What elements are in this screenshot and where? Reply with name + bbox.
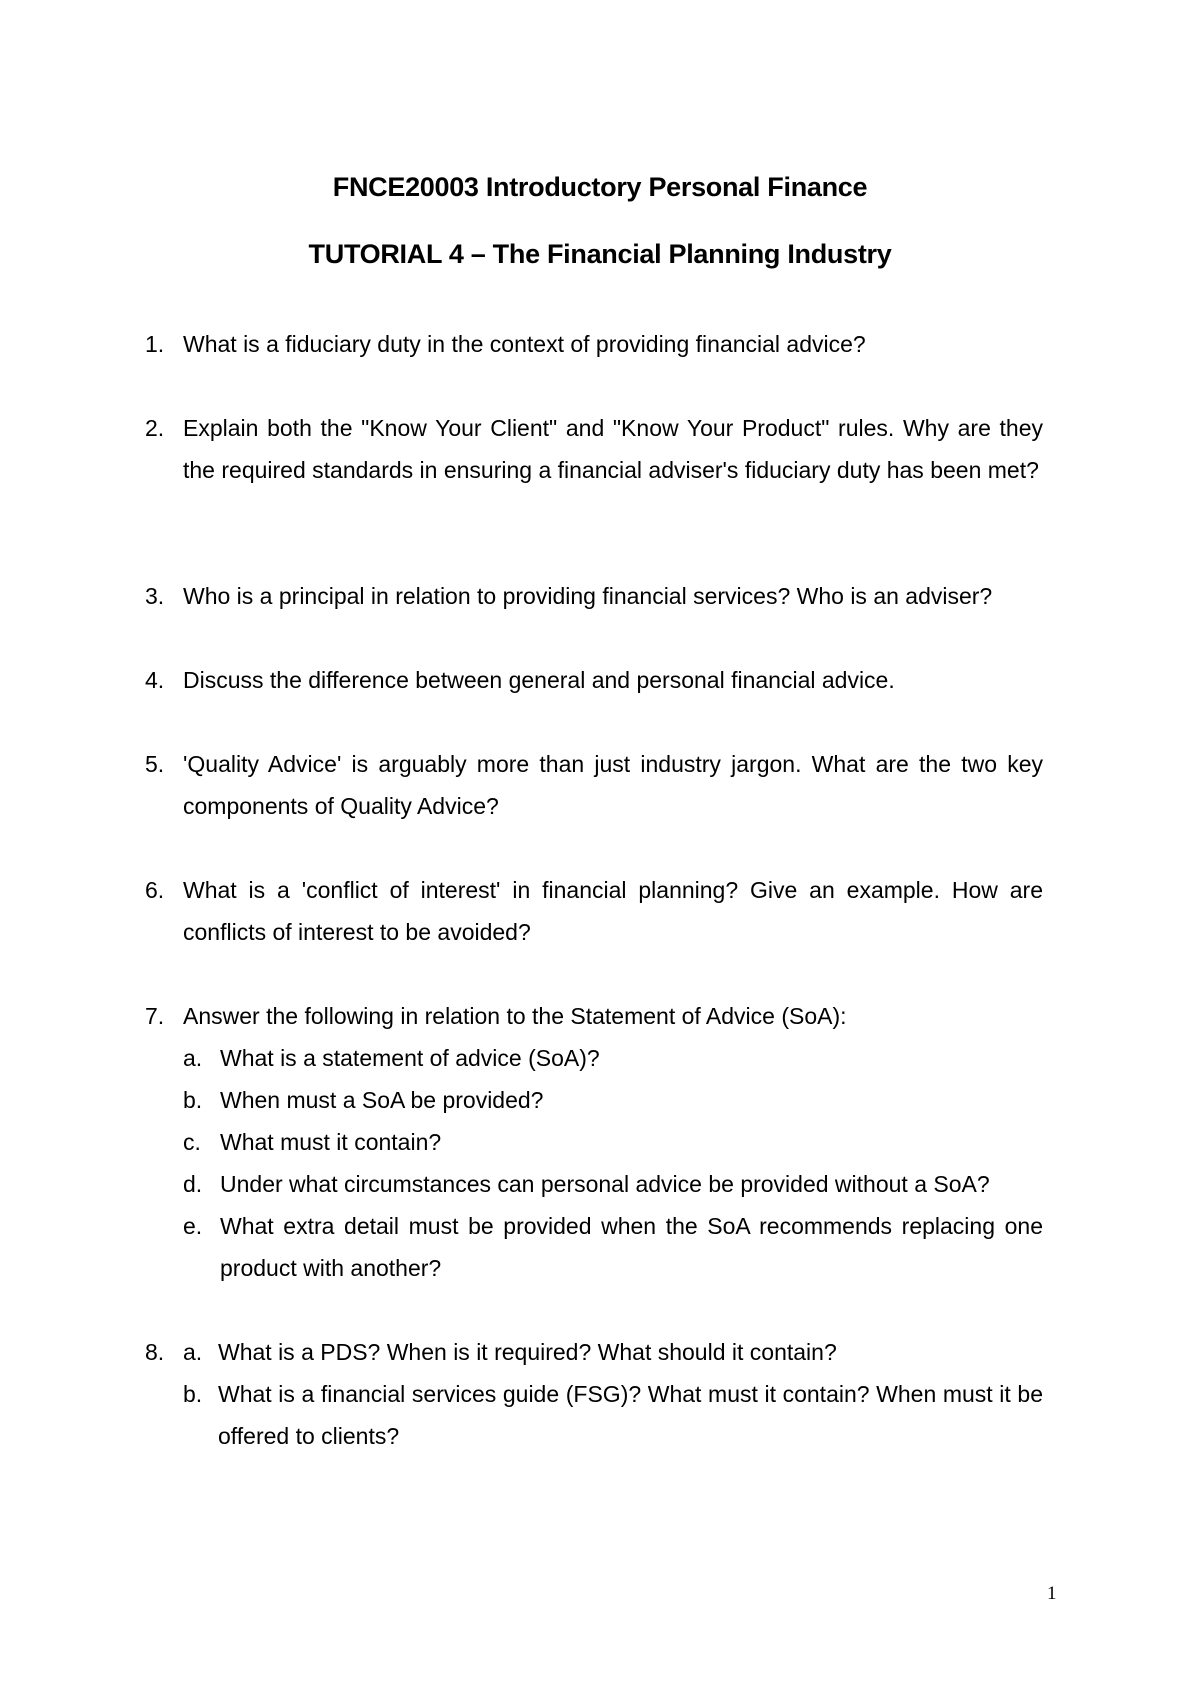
sub-question-letter: a. [183, 1045, 203, 1071]
sub-question-text: What must it contain? [220, 1129, 442, 1155]
sub-question-letter: b. [183, 1381, 203, 1407]
question-number: 8. [145, 1339, 165, 1365]
sub-question-text: What is a financial services guide (FSG)? What must it contain? When must it be offered to clients? [218, 1381, 1043, 1449]
document-subtitle: TUTORIAL 4 – The Financial Planning Industry [308, 239, 892, 269]
question-number: 6. [145, 877, 165, 903]
sub-question-letter: d. [183, 1171, 203, 1197]
question-text: Answer the following in relation to the Statement of Advice (SoA): [183, 1003, 847, 1029]
question-number: 1. [145, 331, 165, 357]
sub-question-text: When must a SoA be provided? [220, 1087, 544, 1113]
question-text: What is a fiduciary duty in the context of providing financial advice? [183, 331, 866, 357]
sub-question-text: Under what circumstances can personal advice be provided without a SoA? [220, 1171, 990, 1197]
question-text: Who is a principal in relation to providing financial services? Who is an adviser? [183, 583, 993, 609]
sub-question-letter: a. [183, 1339, 203, 1365]
question-text: Discuss the difference between general and personal financial advice. [183, 667, 895, 693]
page-number: 1 [1047, 1583, 1057, 1604]
question-number: 4. [145, 667, 165, 693]
sub-question-letter: b. [183, 1087, 203, 1113]
question-number: 3. [145, 583, 165, 609]
question-number: 7. [145, 1003, 165, 1029]
question-text: 'Quality Advice' is arguably more than just industry jargon. What are the two key components of Quality Advice? [183, 751, 1043, 819]
question-text: What is a 'conflict of interest' in financial planning? Give an example. How are conflicts of interest to be avoided? [183, 877, 1043, 945]
sub-question-text: What extra detail must be provided when the SoA recommends replacing one product with another? [220, 1213, 1043, 1281]
sub-question-letter: e. [183, 1213, 203, 1239]
sub-question-letter: c. [183, 1129, 201, 1155]
question-number: 2. [145, 415, 165, 441]
document-title: FNCE20003 Introductory Personal Finance [332, 172, 868, 202]
sub-question-text: What is a statement of advice (SoA)? [220, 1045, 600, 1071]
sub-question-text: What is a PDS? When is it required? What should it contain? [218, 1339, 837, 1365]
question-text: Explain both the "Know Your Client" and "Know Your Product" rules. Why are they the required standards in ensuring a financial adviser's fiduciary duty has been met? [183, 415, 1043, 483]
question-number: 5. [145, 751, 165, 777]
